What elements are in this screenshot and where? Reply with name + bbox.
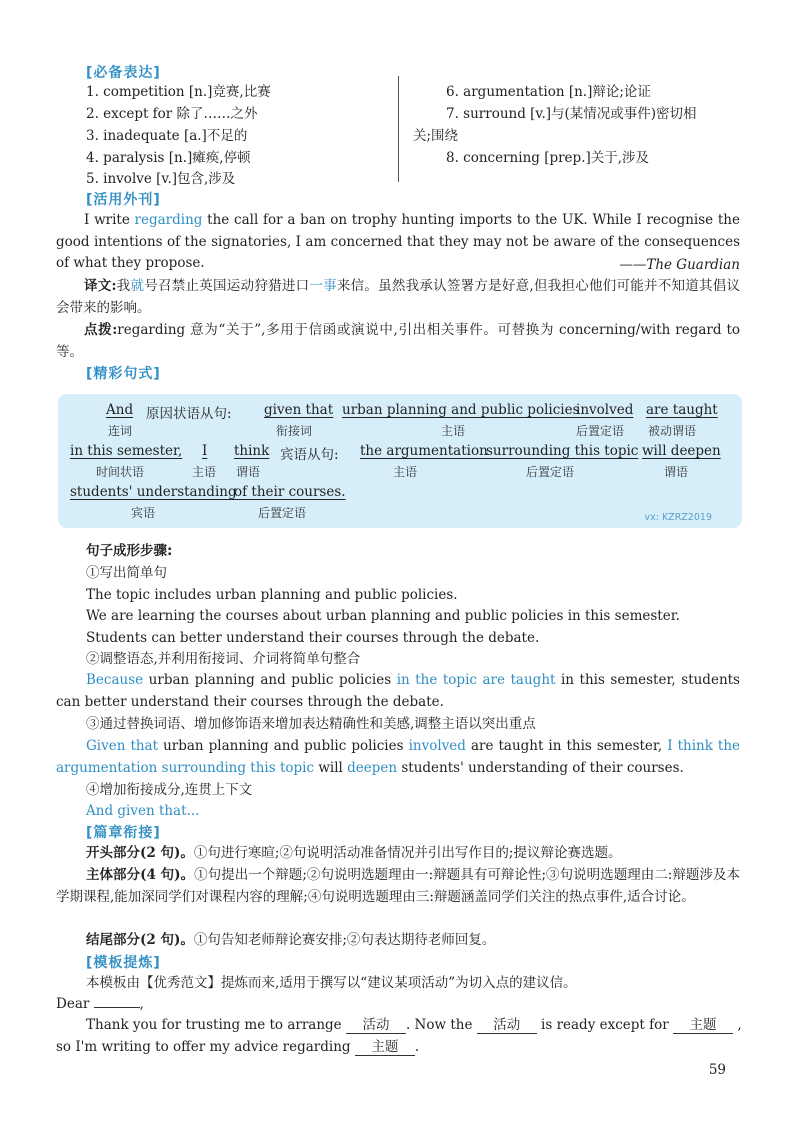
label-predicate: 谓语 (236, 465, 261, 479)
structure-ending: 结尾部分(2 句)。①句告知老师辩论赛安排;②句表达期待老师回复。 (86, 932, 496, 948)
word-in-this-semester: in this semester, (70, 443, 183, 459)
label-subject: 主语 (393, 465, 418, 479)
section-heading-template: [模板提炼] (86, 955, 161, 971)
label-predicate: 谓语 (664, 465, 689, 479)
step-4-title: ④增加衔接成分,连贯上下文 (86, 782, 253, 798)
template-greeting: Dear , (56, 996, 144, 1012)
word-surrounding-this-topic: surrounding this topic (486, 443, 639, 459)
step-1-sentence: The topic includes urban planning and public policies. (86, 587, 458, 603)
clause-tag-reason: 原因状语从句: (146, 406, 232, 422)
column-divider (398, 76, 399, 182)
page-number: 59 (708, 1062, 726, 1078)
expression-item-continued: 关;围绕 (413, 128, 459, 144)
word-are-taught: are taught (646, 402, 718, 418)
blank-topic: 主题 (355, 1039, 415, 1056)
section-heading-structure: [篇章衔接] (86, 825, 161, 841)
section-heading-magazine: [活用外刊] (86, 192, 161, 208)
word-and: And (106, 402, 134, 418)
step-2-sentence: Because urban planning and public policies in the topic are taught in this semester, students can better understand their courses through the debate. (56, 672, 740, 710)
translation-paragraph: 译文:我就号召禁止英国运动狩猎进口一事来信。虽然我承认签署方是好意,但我担心他们可能并不知道其倡议会带来的影响。 (56, 278, 741, 316)
step-3-title: ③通过替换词语、增加修饰语来增加表达精确性和美感,调整主语以突出重点 (86, 716, 536, 732)
label-post-attributive: 后置定语 (258, 506, 307, 520)
magazine-paragraph: I write regarding the call for a ban on trophy hunting imports to the UK. While I recognise the good intentions of the signatories, I am concerned that they may not be aware of the consequences of what they propose. (56, 212, 740, 271)
label-time-adverbial: 时间状语 (96, 465, 145, 479)
step-3-sentence: Given that urban planning and public policies involved are taught in this semester, I think the argumentation surrounding this topic will deepen students' understanding of their courses. (56, 738, 741, 776)
structure-body: 主体部分(4 句)。①句提出一个辩题;②句说明选题理由一:辩题具有可辩论性;③句说明选题理由二:辩题涉及本学期课程,能加深同学们对课程内容的理解;④句说明选题理由三:辩题涵盖同学们关注的热点事件,适合讨论。 (56, 867, 740, 905)
label-object: 宾语 (131, 506, 156, 520)
step-1-sentence: We are learning the courses about urban planning and public policies in this semester. (86, 608, 680, 624)
section-heading-sentence: [精彩句式] (86, 366, 161, 382)
word-i: I (202, 443, 208, 459)
label-post-attributive: 后置定语 (526, 465, 575, 479)
word-given-that: given that (264, 402, 334, 418)
clause-tag-object: 宾语从句: (280, 447, 339, 463)
label-post-attributive: 后置定语 (576, 424, 625, 438)
template-line-1: Thank you for trusting me to arrange 活动 . Now the 活动 is ready except for 主题 , (86, 1017, 742, 1033)
blank-topic: 主题 (673, 1017, 733, 1034)
blank-activity: 活动 (477, 1017, 537, 1034)
template-intro: 本模板由【优秀范文】提炼而来,适用于撰写以“建议某项活动”为切入点的建议信。 (86, 975, 577, 991)
step-1-sentence: Students can better understand their courses through the debate. (86, 630, 540, 646)
word-the-argumentation: the argumentation (360, 443, 488, 459)
label-conjunction: 连词 (108, 424, 133, 438)
expression-item: 4. paralysis [n.]瘫痪,停顿 (86, 150, 251, 166)
expression-item: 1. competition [n.]竞赛,比赛 (86, 84, 271, 100)
expression-item: 7. surround [v.]与(某情况或事件)密切相 (446, 106, 697, 122)
label-passive-predicate: 被动谓语 (648, 424, 697, 438)
expression-item: 2. except for 除了……之外 (86, 106, 258, 122)
step-4-sentence: And given that... (86, 803, 200, 819)
source-attribution: ——The Guardian (619, 257, 740, 273)
word-students-understanding: students' understanding (70, 484, 237, 500)
label-subject: 主语 (441, 424, 466, 438)
word-will-deepen: will deepen (642, 443, 721, 459)
structure-opening: 开头部分(2 句)。①句进行寒暄;②句说明活动准备情况并引出写作目的;提议辩论赛选题。 (86, 845, 622, 861)
expression-item: 8. concerning [prep.]关于,涉及 (446, 150, 650, 166)
steps-title: 句子成形步骤: (86, 543, 173, 559)
expression-item: 5. involve [v.]包含,涉及 (86, 171, 236, 187)
template-line-2: so I'm writing to offer my advice regarding 主题 . (56, 1039, 420, 1055)
blank-activity: 活动 (346, 1017, 406, 1034)
tip-label: 点拨: (84, 322, 118, 338)
word-think: think (234, 443, 270, 459)
tip-paragraph: 点拨:regarding 意为“关于”,多用于信函或演说中,引出相关事件。可替换为 concerning/with regard to 等。 (56, 322, 740, 360)
expression-item: 3. inadequate [a.]不足的 (86, 128, 248, 144)
watermark-text: vx: KZRZ2019 (644, 512, 712, 523)
word-involved: involved (576, 402, 634, 418)
sentence-analysis-box (58, 394, 742, 528)
word-urban-planning: urban planning and public policies (342, 402, 580, 418)
translation-label: 译文: (84, 278, 117, 294)
step-2-title: ②调整语态,并利用衔接词、介词将简单句整合 (86, 651, 361, 667)
blank-name (94, 1007, 140, 1008)
step-1-title: ①写出简单句 (86, 565, 167, 581)
highlight-regarding: regarding (134, 212, 203, 228)
section-heading-expressions: [必备表达] (86, 65, 161, 81)
expression-item: 6. argumentation [n.]辩论;论证 (446, 84, 651, 100)
label-subject: 主语 (192, 465, 217, 479)
word-of-their-courses: of their courses. (234, 484, 346, 500)
label-linker: 衔接词 (276, 424, 313, 438)
